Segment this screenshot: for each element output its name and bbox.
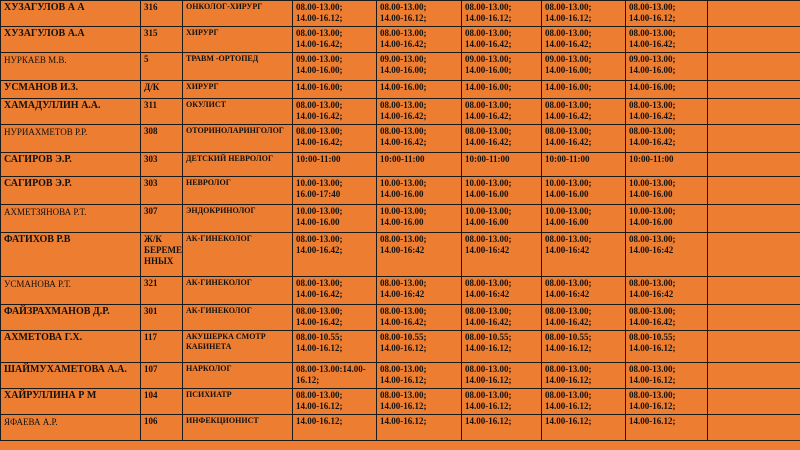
time-cell: 09.00-13.00; 14.00-16.00;	[293, 53, 377, 81]
time-cell: 14.00-16.12;	[293, 415, 377, 441]
time-cell	[708, 99, 800, 125]
time-cell: 10.00-13.00; 14.00-16.00	[377, 205, 462, 233]
specialty: ЭНДОКРИНОЛОГ	[183, 205, 293, 233]
time-cell: 08.00-13.00; 14.00-16.42;	[293, 305, 377, 331]
time-cell: 08.00-13.00; 14.00-16.42;	[462, 27, 542, 53]
room-number: 104	[141, 389, 183, 415]
time-cell: 08.00-13.00; 14.00-16.12;	[626, 363, 708, 389]
time-cell: 08.00-13.00; 14.00-16.42;	[377, 125, 462, 153]
time-cell	[708, 205, 800, 233]
specialty: ТРАВМ -ОРТОПЕД	[183, 53, 293, 81]
time-cell	[708, 331, 800, 363]
time-cell: 08.00-13.00; 14.00-16.42;	[293, 27, 377, 53]
time-cell: 14.00-16.00;	[462, 81, 542, 99]
time-cell: 08.00-13.00; 14.00-16.42;	[626, 125, 708, 153]
time-cell	[708, 363, 800, 389]
room-number: 307	[141, 205, 183, 233]
time-cell: 08.00-13.00; 14.00-16.42;	[542, 125, 626, 153]
room-number: 301	[141, 305, 183, 331]
time-cell: 14.00-16.12;	[462, 415, 542, 441]
time-cell: 10:00-11:00	[377, 153, 462, 177]
specialty: ОТОРИНОЛАРИНГОЛОГ	[183, 125, 293, 153]
time-cell: 10.00-13.00; 14.00-16.00	[293, 205, 377, 233]
time-cell: 14.00-16.00;	[377, 81, 462, 99]
time-cell: 10:00-11:00	[462, 153, 542, 177]
time-cell: 09.00-13.00; 14.00-16.00;	[542, 53, 626, 81]
time-cell	[708, 1, 800, 27]
time-cell: 08.00-13.00; 14.00-16.12;	[377, 1, 462, 27]
time-cell: 09.00-13.00; 14.00-16.00;	[462, 53, 542, 81]
room-number: Ж/К БЕРЕМЕ ННЫХ	[141, 233, 183, 277]
time-cell: 08.00-13.00; 14.00-16.12;	[542, 1, 626, 27]
time-cell: 08.00-13.00; 14.00-16.42;	[542, 27, 626, 53]
time-cell: 08.00-13.00; 14.00-16.42;	[462, 305, 542, 331]
schedule-row	[1, 389, 800, 415]
time-cell: 08.00-10.55; 14.00-16.12;	[542, 331, 626, 363]
room-number: 311	[141, 99, 183, 125]
time-cell: 14.00-16.00;	[293, 81, 377, 99]
schedule-row	[1, 205, 800, 233]
time-cell: 08.00-13.00; 14.00-16:42	[377, 233, 462, 277]
time-cell: 14.00-16.12;	[377, 415, 462, 441]
time-cell: 10.00-13.00; 14.00-16.00	[626, 205, 708, 233]
doctor-name: УСМАНОВА Р.Т.	[1, 277, 141, 305]
time-cell: 08.00-10.55; 14.00-16.12;	[626, 331, 708, 363]
time-cell: 10.00-13.00; 14.00-16.00	[542, 205, 626, 233]
room-number: 5	[141, 53, 183, 81]
time-cell: 08.00-13.00; 14.00-16.42;	[462, 125, 542, 153]
time-cell	[708, 125, 800, 153]
time-cell	[708, 27, 800, 53]
time-cell: 08.00-13.00; 14.00-16.12;	[626, 389, 708, 415]
doctor-name: ХАМАДУЛЛИН А.А.	[1, 99, 141, 125]
room-number: 316	[141, 1, 183, 27]
schedule-row	[1, 277, 800, 305]
time-cell	[708, 415, 800, 441]
time-cell: 08.00-13.00; 14.00-16:42	[626, 277, 708, 305]
time-cell: 08.00-13.00; 14.00-16.12;	[542, 363, 626, 389]
specialty: АК-ГИНЕКОЛОГ	[183, 233, 293, 277]
specialty: ОКУЛИСТ	[183, 99, 293, 125]
doctor-name: НУРКАЕВ М.В.	[1, 53, 141, 81]
time-cell: 10:00-11:00	[626, 153, 708, 177]
time-cell: 08.00-13.00; 14.00-16.42;	[542, 305, 626, 331]
schedule-row	[1, 415, 800, 441]
time-cell: 08.00-13.00; 14.00-16:42	[462, 277, 542, 305]
doctor-name: ФАТИХОВ Р.В	[1, 233, 141, 277]
room-number: 308	[141, 125, 183, 153]
time-cell: 08.00-13.00; 14.00-16.42;	[377, 27, 462, 53]
time-cell: 10.00-13.00; 14.00-16.00	[377, 177, 462, 205]
time-cell: 08.00-13.00; 14.00-16.12;	[377, 363, 462, 389]
time-cell: 08.00-13.00; 14.00-16.42;	[377, 305, 462, 331]
specialty: ХИРУРГ	[183, 81, 293, 99]
schedule-row	[1, 81, 800, 99]
schedule-row	[1, 53, 800, 81]
room-number: 117	[141, 331, 183, 363]
doctor-name: ХУЗАГУЛОВ А А	[1, 1, 141, 27]
doctor-name: АХМЕТЗЯНОВА Р.Т.	[1, 205, 141, 233]
time-cell: 08.00-13.00; 14.00-16.42;	[293, 99, 377, 125]
doctor-name: УСМАНОВ И.З.	[1, 81, 141, 99]
doctor-name: САГИРОВ Э.Р.	[1, 153, 141, 177]
time-cell: 08.00-13.00; 14.00-16:42	[462, 233, 542, 277]
time-cell: 09.00-13.00; 14.00-16.00;	[377, 53, 462, 81]
specialty: ОНКОЛОГ-ХИРУРГ	[183, 1, 293, 27]
schedule-row	[1, 99, 800, 125]
doctor-name: НУРИАХМЕТОВ Р.Р.	[1, 125, 141, 153]
time-cell: 08.00-13.00; 14.00-16.42;	[626, 99, 708, 125]
time-cell: 08.00-13.00; 14.00-16:42	[626, 233, 708, 277]
schedule-row	[1, 305, 800, 331]
time-cell: 08.00-13.00; 14.00-16.12;	[462, 363, 542, 389]
room-number: 315	[141, 27, 183, 53]
time-cell: 08.00-13.00; 14.00-16.12;	[293, 1, 377, 27]
time-cell: 08.00-10.55; 14.00-16.12;	[377, 331, 462, 363]
time-cell: 14.00-16.00;	[542, 81, 626, 99]
time-cell: 08.00-10.55; 14.00-16.12;	[462, 331, 542, 363]
time-cell	[708, 81, 800, 99]
room-number: 303	[141, 153, 183, 177]
time-cell	[708, 177, 800, 205]
time-cell: 10:00-11:00	[293, 153, 377, 177]
time-cell: 08.00-10.55; 14.00-16.12;	[293, 331, 377, 363]
doctor-name: ФАЙЗРАХМАНОВ Д.Р.	[1, 305, 141, 331]
time-cell: 14.00-16.12;	[626, 415, 708, 441]
time-cell	[708, 53, 800, 81]
room-number: 106	[141, 415, 183, 441]
room-number: 321	[141, 277, 183, 305]
time-cell: 08.00-13.00; 14.00-16:42	[542, 277, 626, 305]
time-cell: 08.00-13.00; 14.00-16.42;	[293, 233, 377, 277]
doctor-name: ХУЗАГУЛОВ А.А	[1, 27, 141, 53]
time-cell: 10.00-13.00; 16.00-17:40	[293, 177, 377, 205]
time-cell: 08.00-13.00; 14.00-16.42;	[293, 125, 377, 153]
schedule-row	[1, 1, 800, 27]
time-cell: 09.00-13.00; 14.00-16.00;	[626, 53, 708, 81]
time-cell: 14.00-16.00;	[626, 81, 708, 99]
time-cell: 08.00-13.00; 14.00-16:42	[377, 277, 462, 305]
time-cell: 08.00-13.00; 14.00-16.42;	[377, 99, 462, 125]
time-cell: 08.00-13.00; 14.00-16.12;	[542, 389, 626, 415]
time-cell: 10:00-11:00	[542, 153, 626, 177]
time-cell	[708, 233, 800, 277]
specialty: НАРКОЛОГ	[183, 363, 293, 389]
doctor-name: САГИРОВ Э.Р.	[1, 177, 141, 205]
specialty: АКУШЕРКА СМОТР КАБИНЕТА	[183, 331, 293, 363]
specialty: ИНФЕКЦИОНИСТ	[183, 415, 293, 441]
time-cell: 08.00-13.00; 14.00-16:42	[542, 233, 626, 277]
time-cell: 08.00-13.00; 14.00-16.12;	[462, 389, 542, 415]
time-cell: 08.00-13.00:14.00- 16.12;	[293, 363, 377, 389]
time-cell	[708, 389, 800, 415]
specialty: НЕВРОЛОГ	[183, 177, 293, 205]
time-cell: 08.00-13.00; 14.00-16.12;	[462, 1, 542, 27]
room-number: Д/К	[141, 81, 183, 99]
time-cell: 10.00-13.00; 14.00-16.00	[626, 177, 708, 205]
doctor-name: ХАЙРУЛЛИНА Р М	[1, 389, 141, 415]
time-cell: 10.00-13.00; 14.00-16.00	[462, 177, 542, 205]
time-cell: 08.00-13.00; 14.00-16.12;	[626, 1, 708, 27]
time-cell: 14.00-16.12;	[542, 415, 626, 441]
specialty: АК-ГИНЕКОЛОГ	[183, 305, 293, 331]
specialty: ДЕТСКИЙ НЕВРОЛОГ	[183, 153, 293, 177]
time-cell	[708, 153, 800, 177]
schedule-row	[1, 27, 800, 53]
doctor-name: ШАЙМУХАМЕТОВА А.А.	[1, 363, 141, 389]
room-number: 107	[141, 363, 183, 389]
schedule-row	[1, 233, 800, 277]
time-cell: 10.00-13.00; 14.00-16.00	[542, 177, 626, 205]
schedule-row	[1, 363, 800, 389]
time-cell: 08.00-13.00; 14.00-16.42;	[626, 27, 708, 53]
schedule-row	[1, 177, 800, 205]
time-cell: 08.00-13.00; 14.00-16.12;	[377, 389, 462, 415]
schedule-row	[1, 331, 800, 363]
time-cell: 10.00-13.00; 14.00-16.00	[462, 205, 542, 233]
time-cell	[708, 305, 800, 331]
specialty: АК-ГИНЕКОЛОГ	[183, 277, 293, 305]
schedule-row	[1, 153, 800, 177]
doctor-name: ЯФАЕВА А.Р.	[1, 415, 141, 441]
time-cell: 08.00-13.00; 14.00-16.42;	[626, 305, 708, 331]
room-number: 303	[141, 177, 183, 205]
specialty: ХИРУРГ	[183, 27, 293, 53]
time-cell: 08.00-13.00; 14.00-16.42;	[542, 99, 626, 125]
time-cell	[708, 277, 800, 305]
time-cell: 08.00-13.00; 14.00-16.42;	[293, 277, 377, 305]
specialty: ПСИХИАТР	[183, 389, 293, 415]
schedule-row	[1, 125, 800, 153]
time-cell: 08.00-13.00; 14.00-16.12;	[293, 389, 377, 415]
doctor-name: АХМЕТОВА Г.Х.	[1, 331, 141, 363]
time-cell: 08.00-13.00; 14.00-16.42;	[462, 99, 542, 125]
